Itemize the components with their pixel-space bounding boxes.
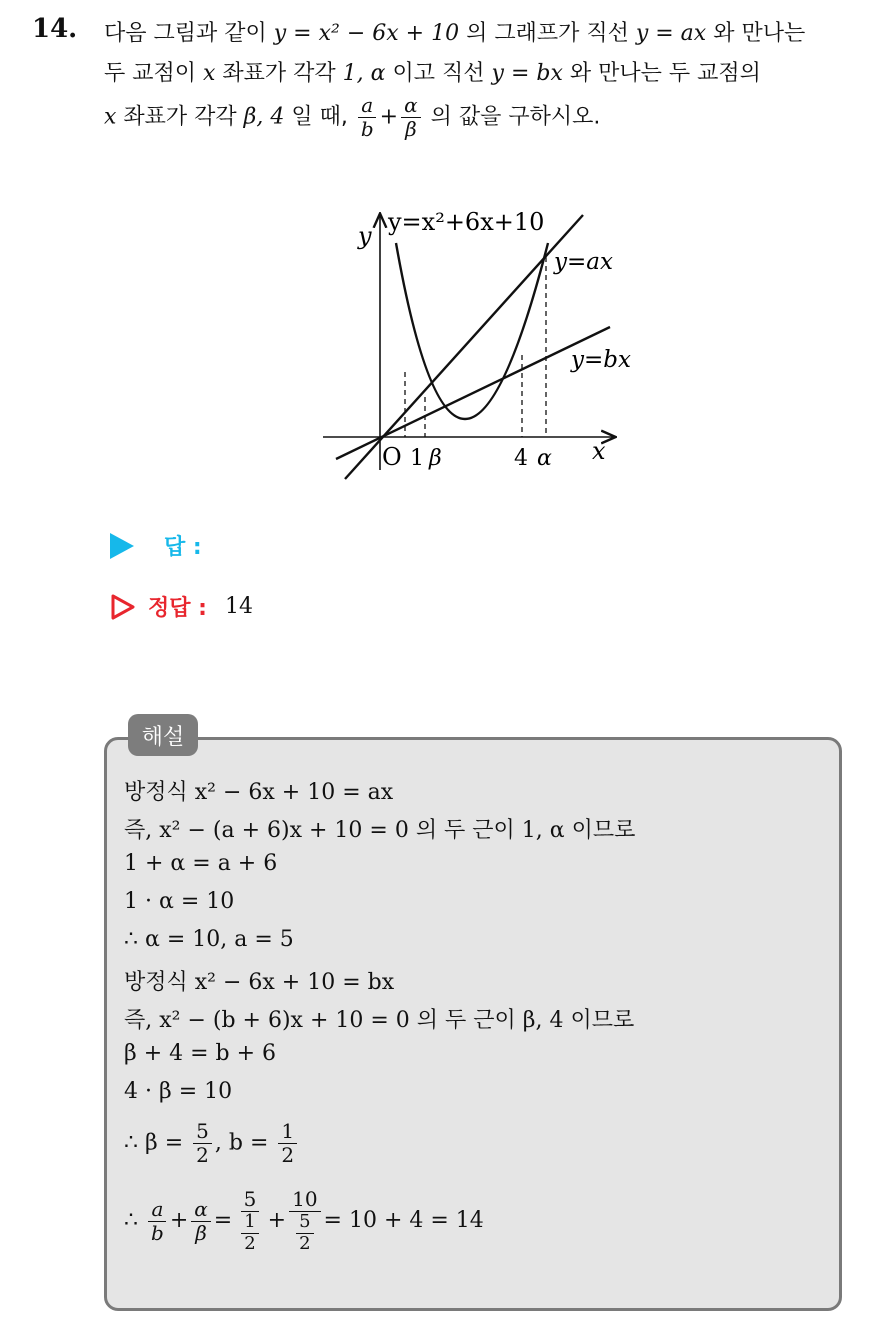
math-expression: 1, α (342, 61, 386, 86)
math-variable: x (104, 104, 117, 130)
tick-alpha-label: α (537, 446, 552, 471)
compound-fraction-1 (235, 1188, 264, 1254)
plus-sign: + (267, 1208, 287, 1234)
fraction-denominator: 2 (244, 1232, 256, 1254)
origin-label: O (382, 443, 402, 471)
math-variable: x (203, 61, 216, 86)
solution-line: ∴ α = 10, a = 5 (124, 927, 294, 952)
solution-line: 4 · β = 10 (124, 1079, 233, 1104)
math-expression: y = bx (491, 61, 563, 86)
fraction-denominator: β (195, 1220, 207, 1245)
fraction-alpha-over-beta (401, 94, 421, 141)
question-text: 일 때, (284, 104, 355, 130)
solution-line: 1 · α = 10 (124, 889, 235, 914)
fraction-denominator (290, 1212, 319, 1254)
correct-answer-value: 14 (224, 594, 253, 619)
fraction-denominator: 2 (196, 1143, 209, 1167)
solution-text: , b = (214, 1130, 276, 1156)
outline-play-icon (110, 593, 136, 621)
line-b-label: y=bx (571, 347, 631, 373)
fraction-denominator: b (360, 117, 374, 141)
question-text: 이고 직선 (385, 61, 492, 86)
solution-text: = 10 + 4 = 14 (323, 1208, 484, 1234)
play-icon (110, 533, 134, 559)
solution-line: β + 4 = b + 6 (124, 1041, 277, 1066)
fraction-a-over-b (148, 1198, 167, 1245)
fraction-numerator: a (148, 1198, 166, 1222)
question-text: 좌표가 각각 (215, 61, 343, 86)
solution-line: 방정식 x² − 6x + 10 = bx (124, 970, 395, 995)
plus-sign: + (379, 104, 399, 130)
answer-label: 답 : (164, 535, 202, 560)
solution-beta-line (124, 1120, 300, 1167)
fraction-beta-value (193, 1120, 212, 1167)
solution-line: 즉, x² − (b + 6)x + 10 = 0 의 두 근이 β, 4 이므로 (124, 1008, 635, 1033)
plus-sign: + (169, 1208, 189, 1234)
compound-fraction-2 (289, 1188, 320, 1254)
fraction-b-value (278, 1120, 297, 1167)
question-text: 와 만나는 (706, 21, 806, 46)
solution-line: 방정식 x² − 6x + 10 = ax (124, 780, 394, 805)
fraction-denominator: β (405, 117, 417, 141)
tick-beta-label: β (429, 446, 442, 471)
fraction-numerator: α (191, 1198, 211, 1222)
line-y-bx (336, 327, 610, 459)
question-text: 의 그래프가 직선 (459, 21, 636, 46)
solution-line: 1 + α = a + 6 (124, 851, 278, 876)
correct-answer-row (110, 591, 253, 622)
correct-answer-label: 정답 : (148, 596, 207, 621)
fraction-denominator: b (151, 1220, 164, 1245)
line-a-label: y=ax (554, 249, 613, 275)
math-expression: β, 4 (243, 104, 285, 130)
solution-text: ∴ (124, 1208, 145, 1234)
curve-label: y=x²+6x+10 (388, 208, 545, 236)
fraction-a-over-b (358, 94, 377, 141)
fraction-denominator (235, 1212, 264, 1254)
solution-line: 즉, x² − (a + 6)x + 10 = 0 의 두 근이 1, α 이므로 (124, 818, 636, 843)
inner-fraction (296, 1212, 313, 1254)
tick-1-label: 1 (410, 446, 424, 471)
question-line-2 (104, 56, 761, 87)
fraction-numerator: 10 (289, 1188, 320, 1212)
fraction-numerator: α (401, 94, 421, 118)
fraction-numerator: a (358, 94, 376, 118)
question-text: 와 만나는 두 교점의 (562, 61, 761, 86)
y-axis-label: y (358, 222, 372, 250)
fraction-denominator: 2 (299, 1232, 311, 1254)
math-expression: y = ax (635, 21, 707, 46)
fraction-numerator: 1 (241, 1212, 258, 1234)
fraction-numerator: 5 (296, 1212, 313, 1234)
fraction-numerator: 5 (193, 1120, 212, 1144)
tick-4-label: 4 (514, 446, 528, 471)
question-text: 다음 그림과 같이 (104, 21, 274, 46)
inner-fraction (241, 1212, 258, 1254)
equals-sign: = (213, 1208, 233, 1234)
fraction-denominator: 2 (281, 1143, 295, 1167)
fraction-numerator: 1 (278, 1120, 297, 1144)
x-axis-label: x (592, 437, 606, 465)
question-text: 의 값을 구하시오. (423, 104, 601, 130)
solution-final-line (124, 1188, 484, 1254)
question-text: 두 교점이 (104, 61, 203, 86)
fraction-numerator: 5 (241, 1188, 260, 1212)
math-expression: y = x² − 6x + 10 (273, 21, 460, 46)
question-line-3 (104, 94, 600, 141)
graph-figure (318, 195, 648, 485)
solution-text: ∴ β = (124, 1130, 191, 1156)
question-line-1 (104, 16, 805, 47)
fraction-alpha-over-beta (191, 1198, 211, 1245)
question-text: 좌표가 각각 (116, 104, 244, 130)
answer-input-row (110, 530, 202, 561)
solution-tab: 해설 (128, 714, 198, 756)
question-number: 14. (32, 14, 78, 44)
